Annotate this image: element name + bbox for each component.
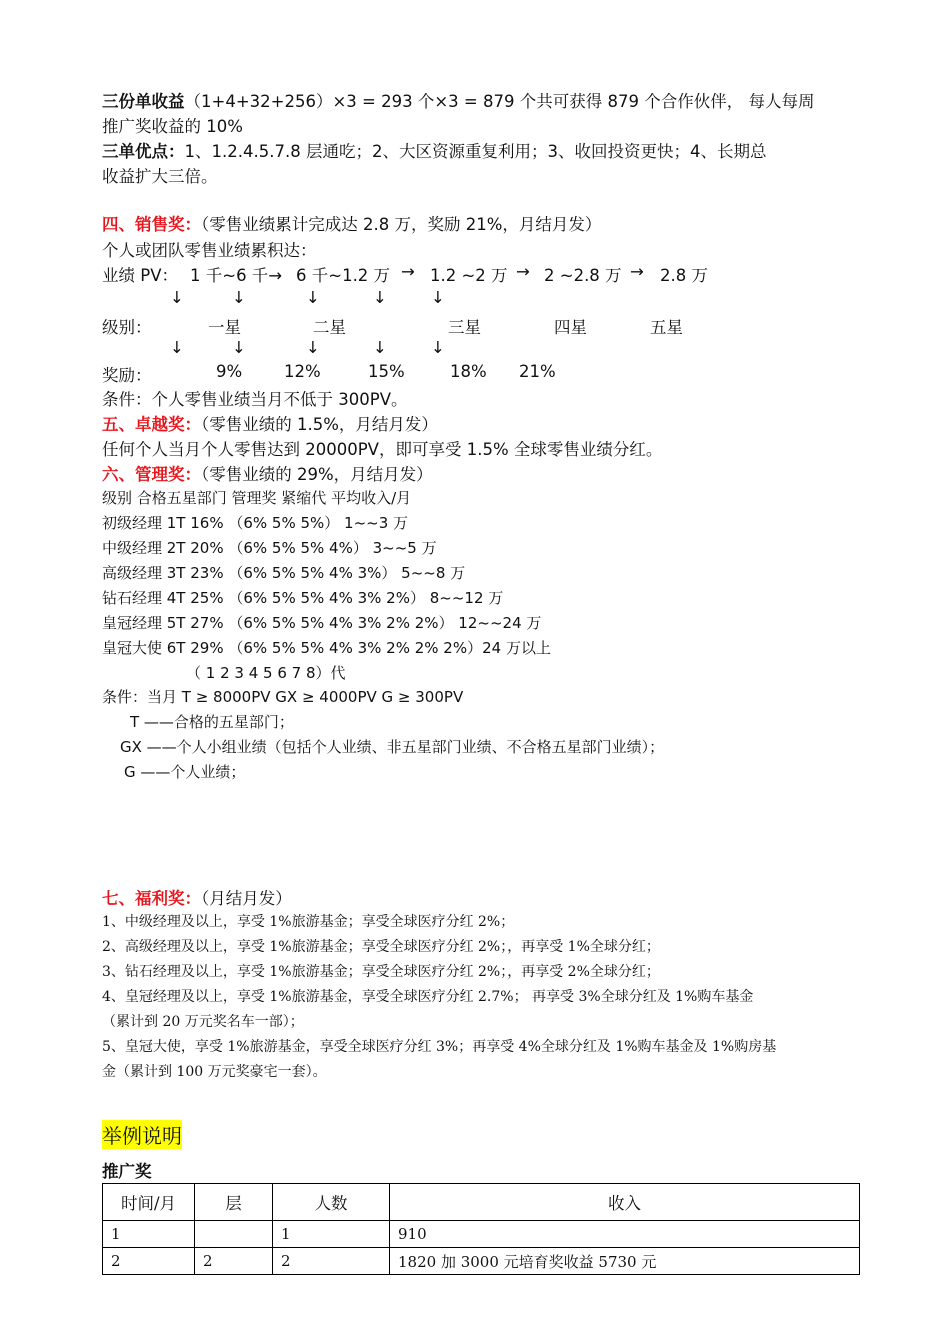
management-heading-line xyxy=(102,461,433,485)
management-row: 钻石经理 4T 25% （6% 5% 5% 4% 3% 2%） 8~~12 万 xyxy=(102,589,504,607)
management-row: 中级经理 2T 20% （6% 5% 5% 4%） 3~~5 万 xyxy=(102,539,437,557)
welfare-item: 2、高级经理及以上，享受 1%旅游基金；享受全球医疗分红 2%；，再享受 1%全球分红； xyxy=(102,939,660,955)
down-arrow: ↓ xyxy=(170,338,184,357)
pv-arrow-right: → xyxy=(516,262,530,281)
pv-arrow-right: → xyxy=(401,262,415,281)
table-cell: 910 xyxy=(390,1221,860,1248)
level-name: 五星 xyxy=(650,318,683,337)
three-order-advantages-text: 1、1.2.4.5.7.8 层通吃；2、大区资源重复利用；3、收回投资更快；4、长期总 xyxy=(184,142,767,161)
level-name: 二星 xyxy=(313,318,346,337)
sales-condition: 条件：个人零售业绩当月不低于 300PV。 xyxy=(102,390,408,409)
pv-range: 6 千~1.2 万 xyxy=(296,266,391,285)
table-cell: 2 xyxy=(195,1248,273,1275)
excellence-heading: 五、卓越奖： xyxy=(102,415,201,434)
reward-value: 18% xyxy=(450,362,487,381)
table-cell: 1 xyxy=(273,1221,390,1248)
welfare-heading: 七、福利奖： xyxy=(102,889,201,908)
table-cell xyxy=(195,1221,273,1248)
reward-value: 15% xyxy=(368,362,405,381)
down-arrow: ↓ xyxy=(170,288,184,307)
three-order-income-line xyxy=(102,88,814,112)
sales-bonus-heading: 四、销售奖： xyxy=(102,215,201,234)
reward-value: 21% xyxy=(519,362,556,381)
down-arrow: ↓ xyxy=(232,338,246,357)
pv-range: 1.2 ~2 万 xyxy=(430,266,508,285)
pv-arrow-right: → xyxy=(630,262,644,281)
three-order-advantages-cont: 收益扩大三倍。 xyxy=(102,167,218,186)
pv-range: 1 千~6 千→ xyxy=(190,266,283,285)
three-order-advantages-line xyxy=(102,138,766,162)
welfare-note: （月结月发） xyxy=(201,889,292,908)
welfare-item: 3、钻石经理及以上，享受 1%旅游基金；享受全球医疗分红 2%；，再享受 2%全球分红； xyxy=(102,964,660,980)
sales-bonus-note: （零售业绩累计完成达 2.8 万，奖励 21%，月结月发） xyxy=(201,215,602,234)
management-row: 皇冠大使 6T 29% （6% 5% 5% 4% 3% 2% 2% 2%）24 万以上 xyxy=(102,639,551,657)
pv-label: 业绩 PV： xyxy=(102,266,178,285)
management-heading: 六、管理奖： xyxy=(102,465,201,484)
definition-gx: GX ——个人小组业绩（包括个人业绩、非五星部门业绩、不合格五星部门业绩）； xyxy=(120,738,665,756)
example-title: 举例说明 xyxy=(102,1120,182,1149)
table-cell: 1 xyxy=(103,1221,195,1248)
column-header: 层 xyxy=(195,1184,273,1221)
three-order-income-cont: 推广奖收益的 10% xyxy=(102,117,243,136)
pv-range: 2.8 万 xyxy=(660,266,708,285)
table-row xyxy=(103,1221,860,1248)
table-cell: 1820 加 3000 元培育奖收益 5730 元 xyxy=(390,1248,860,1275)
management-table-header: 级别 合格五星部门 管理奖 紧缩代 平均收入/月 xyxy=(102,489,412,507)
sales-bonus-intro: 个人或团队零售业绩累积达： xyxy=(102,241,317,260)
welfare-item: 5、皇冠大使，享受 1%旅游基金，享受全球医疗分红 3%；再享受 4%全球分红及 1%购车基金及 1%购房基 xyxy=(102,1039,777,1055)
excellence-note: （零售业绩的 1.5%，月结月发） xyxy=(201,415,438,434)
down-arrow: ↓ xyxy=(232,288,246,307)
welfare-item: 4、皇冠经理及以上，享受 1%旅游基金，享受全球医疗分红 2.7%； 再享受 3%全球分红及 1%购车基金 xyxy=(102,989,754,1005)
down-arrow: ↓ xyxy=(373,288,387,307)
welfare-heading-line xyxy=(102,885,292,909)
generation-row: （ 1 2 3 4 5 6 7 8）代 xyxy=(186,664,346,682)
example-table xyxy=(102,1183,860,1275)
down-arrow: ↓ xyxy=(306,338,320,357)
definition-t: T ——合格的五星部门； xyxy=(130,713,294,731)
management-row: 皇冠经理 5T 27% （6% 5% 5% 4% 3% 2% 2%） 12~~24 万 xyxy=(102,614,542,632)
table-cell: 2 xyxy=(273,1248,390,1275)
reward-value: 12% xyxy=(284,362,321,381)
excellence-body: 任何个人当月个人零售达到 20000PV，即可享受 1.5% 全球零售业绩分红。 xyxy=(102,440,663,459)
management-condition: 条件：当月 T ≥ 8000PV GX ≥ 4000PV G ≥ 300PV xyxy=(102,688,464,706)
welfare-item: （累计到 20 万元奖名车一部）； xyxy=(102,1014,304,1030)
three-order-advantages-label: 三单优点： xyxy=(102,142,185,161)
column-header: 收入 xyxy=(390,1184,860,1221)
sales-bonus-heading-line xyxy=(102,211,601,235)
table-row xyxy=(103,1248,860,1275)
definition-g: G ——个人业绩； xyxy=(124,763,246,781)
down-arrow: ↓ xyxy=(431,338,445,357)
down-arrow: ↓ xyxy=(306,288,320,307)
level-name: 三星 xyxy=(448,318,481,337)
down-arrow: ↓ xyxy=(373,338,387,357)
management-note: （零售业绩的 29%，月结月发） xyxy=(201,465,433,484)
reward-label: 奖励： xyxy=(102,366,152,385)
three-order-income-text: （1+4+32+256）×3 = 293 个×3 = 879 个共可获得 879 个合作伙伴， 每人每周 xyxy=(184,92,815,111)
excellence-heading-line xyxy=(102,411,438,435)
welfare-item: 金（累计到 100 万元奖豪宅一套）。 xyxy=(102,1064,327,1080)
table-header-row xyxy=(103,1184,860,1221)
three-order-income-label: 三份单收益 xyxy=(102,92,185,111)
column-header: 时间/月 xyxy=(103,1184,195,1221)
level-name: 四星 xyxy=(554,318,587,337)
reward-value: 9% xyxy=(216,362,243,381)
example-subtitle: 推广奖 xyxy=(102,1162,152,1181)
column-header: 人数 xyxy=(273,1184,390,1221)
level-name: 一星 xyxy=(208,318,241,337)
pv-range: 2 ~2.8 万 xyxy=(544,266,622,285)
management-row: 初级经理 1T 16% （6% 5% 5%） 1~~3 万 xyxy=(102,514,409,532)
level-label: 级别： xyxy=(102,318,152,337)
welfare-item: 1、中级经理及以上，享受 1%旅游基金；享受全球医疗分红 2%； xyxy=(102,914,515,930)
down-arrow: ↓ xyxy=(431,288,445,307)
table-cell: 2 xyxy=(103,1248,195,1275)
management-row: 高级经理 3T 23% （6% 5% 5% 4% 3%） 5~~8 万 xyxy=(102,564,466,582)
